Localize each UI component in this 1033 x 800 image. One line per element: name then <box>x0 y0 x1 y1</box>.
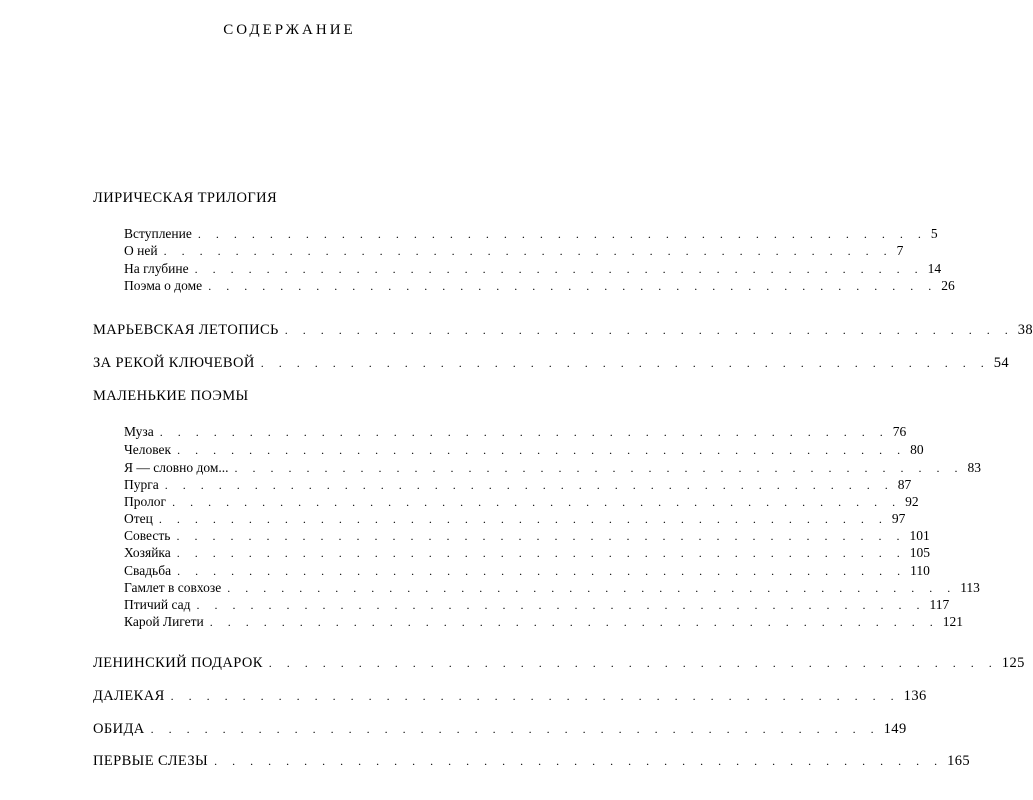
dot-leader: . . . . . . . . . . . . . . . . . . . . . . . . . . . . . . . . . . . . . . . . . <box>176 529 906 543</box>
page-number: 117 <box>929 597 950 612</box>
page-number: 54 <box>993 355 1010 371</box>
toc-subentry <box>124 580 980 596</box>
dot-leader: . . . . . . . . . . . . . . . . . . . . . . . . . . . . . . . . . . . . . . . . . <box>159 425 889 439</box>
entry-title: На глубине <box>124 261 189 276</box>
toc-subentry <box>124 494 919 510</box>
page-number: 38 <box>1017 322 1033 338</box>
page-number: 92 <box>905 494 919 509</box>
toc-subentry <box>124 278 955 294</box>
entry-title: Я — словно дом... <box>124 460 229 475</box>
page-number: 110 <box>910 563 930 578</box>
page-number: 83 <box>967 460 981 475</box>
dot-leader: . . . . . . . . . . . . . . . . . . . . . . . . . . . . . . . . . . . . . . . . . <box>284 323 1014 337</box>
entry-title: Птичий сад <box>124 597 191 612</box>
page-number: 7 <box>896 243 904 258</box>
dot-leader: . . . . . . . . . . . . . . . . . . . . . . . . . . . . . . . . . . . . . . . . . <box>209 615 939 629</box>
toc-section-entry <box>93 688 927 705</box>
page-number: 26 <box>941 278 955 293</box>
toc-subentry <box>124 477 912 493</box>
toc-section-entry <box>93 721 907 738</box>
dot-leader: . . . . . . . . . . . . . . . . . . . . . . . . . . . . . . . . . . . . . . . . . <box>158 512 888 526</box>
toc-subentry <box>124 261 942 277</box>
dot-leader: . . . . . . . . . . . . . . . . . . . . . . . . . . . . . . . . . . . . . . . . . <box>214 754 944 768</box>
section-heading: МАЛЕНЬКИЕ ПОЭМЫ <box>93 388 249 404</box>
dot-leader: . . . . . . . . . . . . . . . . . . . . . . . . . . . . . . . . . . . . . . . . . <box>176 546 906 560</box>
toc-subentry <box>124 442 924 458</box>
page-number: 101 <box>909 528 930 543</box>
entry-title: ЗА РЕКОЙ КЛЮЧЕВОЙ <box>93 355 255 371</box>
page-number: 136 <box>903 688 927 704</box>
entry-title: Поэма о доме <box>124 278 203 293</box>
dot-leader: . . . . . . . . . . . . . . . . . . . . . . . . . . . . . . . . . . . . . . . . . <box>197 227 927 241</box>
dot-leader: . . . . . . . . . . . . . . . . . . . . . . . . . . . . . . . . . . . . . . . . . <box>196 598 926 612</box>
entry-title: Муза <box>124 424 154 439</box>
toc-subentry <box>124 545 931 561</box>
entry-title: Отец <box>124 511 153 526</box>
dot-leader: . . . . . . . . . . . . . . . . . . . . . . . . . . . . . . . . . . . . . . . . . <box>177 564 907 578</box>
entry-title: ОБИДА <box>93 721 145 737</box>
entry-title: ЛЕНИНСКИЙ ПОДАРОК <box>93 655 263 671</box>
entry-title: Совесть <box>124 528 171 543</box>
dot-leader: . . . . . . . . . . . . . . . . . . . . . . . . . . . . . . . . . . . . . . . . . <box>150 722 880 736</box>
page-number: 113 <box>960 580 980 595</box>
entry-title: О ней <box>124 243 158 258</box>
dot-leader: . . . . . . . . . . . . . . . . . . . . . . . . . . . . . . . . . . . . . . . . . <box>194 262 924 276</box>
dot-leader: . . . . . . . . . . . . . . . . . . . . . . . . . . . . . . . . . . . . . . . . . <box>268 656 998 670</box>
toc-subentry <box>124 424 907 440</box>
toc-subentry <box>124 460 981 476</box>
entry-title: Пролог <box>124 494 167 509</box>
entry-title: Свадьба <box>124 563 172 578</box>
dot-leader: . . . . . . . . . . . . . . . . . . . . . . . . . . . . . . . . . . . . . . . . . <box>208 279 938 293</box>
entry-title: ДАЛЕКАЯ <box>93 688 165 704</box>
dot-leader: . . . . . . . . . . . . . . . . . . . . . . . . . . . . . . . . . . . . . . . . . <box>177 443 907 457</box>
page-number: 87 <box>897 477 912 492</box>
page-number: 165 <box>947 753 971 769</box>
section-heading: ЛИРИЧЕСКАЯ ТРИЛОГИЯ <box>93 190 278 206</box>
entry-title: Карой Лигети <box>124 614 204 629</box>
page-number: 80 <box>910 442 924 457</box>
page-number: 97 <box>891 511 906 526</box>
page-number: 14 <box>927 261 942 276</box>
entry-title: ПЕРВЫЕ СЛЕЗЫ <box>93 753 209 769</box>
entry-title: Пурга <box>124 477 159 492</box>
entry-title: Вступление <box>124 226 192 241</box>
entry-title: МАРЬЕВСКАЯ ЛЕТОПИСЬ <box>93 322 279 338</box>
dot-leader: . . . . . . . . . . . . . . . . . . . . . . . . . . . . . . . . . . . . . . . . . <box>234 461 964 475</box>
entry-title: Гамлет в совхозе <box>124 580 222 595</box>
toc-section-entry <box>93 322 1033 339</box>
page-number: 5 <box>930 226 938 241</box>
entry-title: Хозяйка <box>124 545 171 560</box>
page-number: 149 <box>883 721 907 737</box>
toc-section-entry <box>93 355 1010 372</box>
toc-subentry <box>124 614 964 630</box>
toc-subentry <box>124 528 930 544</box>
dot-leader: . . . . . . . . . . . . . . . . . . . . . . . . . . . . . . . . . . . . . . . . . <box>163 244 893 258</box>
toc-subentry <box>124 597 950 613</box>
toc-section-entry <box>93 753 971 770</box>
page-number: 125 <box>1001 655 1025 671</box>
page-title: СОДЕРЖАНИЕ <box>223 22 356 38</box>
toc-subentry <box>124 563 930 579</box>
toc-subentry <box>124 226 938 242</box>
page-number: 121 <box>942 614 964 629</box>
page-number: 76 <box>892 424 907 439</box>
dot-leader: . . . . . . . . . . . . . . . . . . . . . . . . . . . . . . . . . . . . . . . . . <box>227 581 957 595</box>
toc-subentry <box>124 511 906 527</box>
toc-subentry <box>124 243 904 259</box>
page-number: 105 <box>909 545 931 560</box>
dot-leader: . . . . . . . . . . . . . . . . . . . . . . . . . . . . . . . . . . . . . . . . . <box>170 689 900 703</box>
dot-leader: . . . . . . . . . . . . . . . . . . . . . . . . . . . . . . . . . . . . . . . . . <box>260 356 990 370</box>
entry-title: Человек <box>124 442 172 457</box>
dot-leader: . . . . . . . . . . . . . . . . . . . . . . . . . . . . . . . . . . . . . . . . . <box>164 478 894 492</box>
toc-section-entry <box>93 655 1025 672</box>
dot-leader: . . . . . . . . . . . . . . . . . . . . . . . . . . . . . . . . . . . . . . . . . <box>172 495 902 509</box>
